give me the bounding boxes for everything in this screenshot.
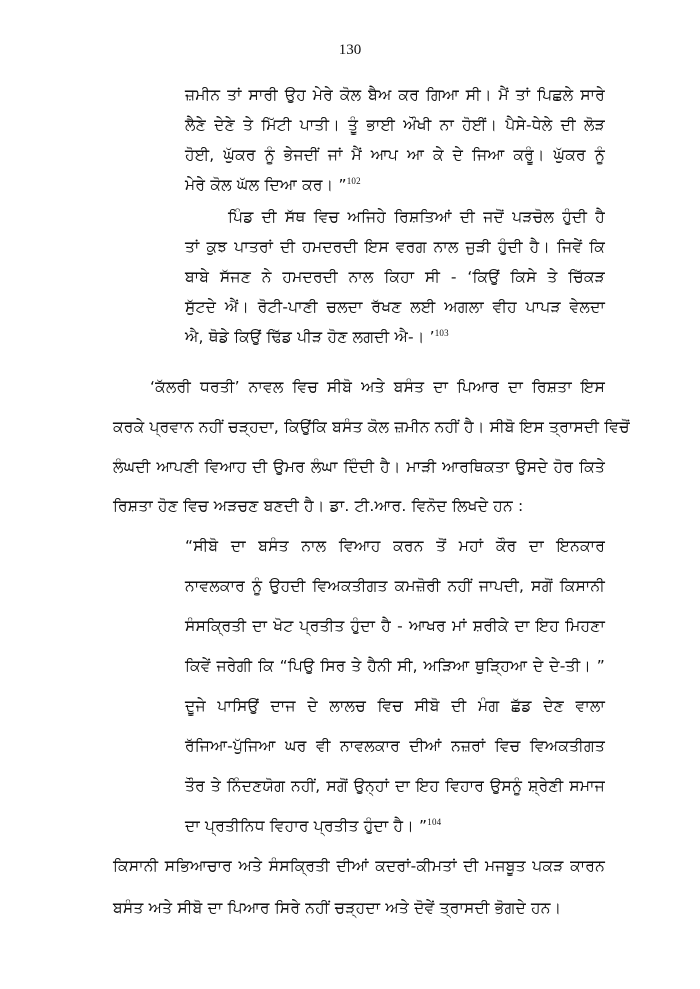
footnote-marker: 104 xyxy=(427,817,442,827)
text-line: ਲੰਘਦੀ ਆਪਣੀ ਵਿਆਹ ਦੀ ਉਮਰ ਲੰਘਾ ਦਿੰਦੀ ਹੈ। ਮਾੜੀ ਆਰਥਿਕਤਾ ਉਸਦੇ ਹੋਰ ਕਿਤੇ xyxy=(113,458,605,476)
text-line xyxy=(185,817,605,836)
text-line: ‘ਕੱਲਰੀ ਧਰਤੀ’ ਨਾਵਲ ਵਿਚ ਸੀਬੋ ਅਤੇ ਬਸੰਤ ਦਾ ਪਿਆਰ ਦਾ ਰਿਸ਼ਤਾ ਇਸ xyxy=(150,378,605,396)
text-line: ਪਿੰਡ ਦੀ ਸੱਥ ਵਿਚ ਅਜਿਹੇ ਰਿਸ਼ਤਿਆਂ ਦੀ ਜਦੋਂ ਪੜਚੋਲ ਹੁੰਦੀ ਹੈ xyxy=(228,208,605,226)
text-line-content: ਐ, ਥੋਡੇ ਕਿਉਂ ਢਿੱਡ ਪੀੜ ਹੋਣ ਲਗਦੀ ਐ-। ’ xyxy=(185,328,435,346)
text-line: ਨਾਵਲਕਾਰ ਨੂੰ ਉਹਦੀ ਵਿਅਕਤੀਗਤ ਕਮਜ਼ੋਰੀ ਨਹੀਂ ਜਾਪਦੀ, ਸਗੋਂ ਕਿਸਾਨੀ xyxy=(185,577,605,595)
text-line: ਜ਼ਮੀਨ ਤਾਂ ਸਾਰੀ ਉਹ ਮੇਰੇ ਕੋਲ ਬੈਅ ਕਰ ਗਿਆ ਸੀ। ਮੈਂ ਤਾਂ ਪਿਛਲੇ ਸਾਰੇ xyxy=(185,86,605,104)
text-line: ਲੈਣੇ ਦੇਣੇ ਤੇ ਮਿੱਟੀ ਪਾਤੀ। ਤੂੰ ਭਾਈ ਔਖੀ ਨਾ ਹੋਈਂ। ਪੈਸੇ-ਧੇਲੇ ਦੀ ਲੋੜ xyxy=(185,116,605,134)
text-line: ਦੂਜੇ ਪਾਸਿਉਂ ਦਾਜ ਦੇ ਲਾਲਚ ਵਿਚ ਸੀਬੋ ਦੀ ਮੰਗ ਛੱਡ ਦੇਣ ਵਾਲਾ xyxy=(185,697,605,715)
footnote-marker: 102 xyxy=(346,176,361,186)
text-line xyxy=(185,328,605,347)
page-number: 130 xyxy=(338,42,362,58)
text-line: ਰਿਸ਼ਤਾ ਹੋਣ ਵਿਚ ਅੜਚਣ ਬਣਦੀ ਹੈ। ਡਾ. ਟੀ.ਆਰ. ਵਿਨੋਦ ਲਿਖਦੇ ਹਨ : xyxy=(113,497,524,515)
text-line: “ਸੀਬੋ ਦਾ ਬਸੰਤ ਨਾਲ ਵਿਆਹ ਕਰਨ ਤੋਂ ਮਹਾਂ ਕੌਰ ਦਾ ਇਨਕਾਰ xyxy=(185,537,605,555)
text-line: ਕਿਸਾਨੀ ਸਭਿਆਚਾਰ ਅਤੇ ਸੰਸਕ੍ਰਿਤੀ ਦੀਆਂ ਕਦਰਾਂ-ਕੀਮਤਾਂ ਦੀ ਮਜਬੂਤ ਪਕੜ ਕਾਰਨ xyxy=(113,857,605,875)
text-line: ਰੱਜਿਆ-ਪੁੱਜਿਆ ਘਰ ਵੀ ਨਾਵਲਕਾਰ ਦੀਆਂ ਨਜ਼ਰਾਂ ਵਿਚ ਵਿਅਕਤੀਗਤ xyxy=(185,737,605,755)
text-line: ਸੁੱਟਦੇ ਐਂ। ਰੋਟੀ-ਪਾਣੀ ਚਲਦਾ ਰੱਖਣ ਲਈ ਅਗਲਾ ਵੀਹ ਪਾਪੜ ਵੇਲਦਾ xyxy=(185,298,605,316)
text-line: ਕਿਵੇਂ ਜਰੇਗੀ ਕਿ “ਪਿਉ ਸਿਰ ਤੇ ਹੈਨੀ ਸੀ, ਅੜਿਆ ਥੁੜ੍ਹਿਆ ਦੇ ਦੇ-ਤੀ। ” xyxy=(185,657,605,675)
text-line-content: ਦਾ ਪ੍ਰਤੀਨਿਧ ਵਿਹਾਰ ਪ੍ਰਤੀਤ ਹੁੰਦਾ ਹੈ। ” xyxy=(185,817,428,835)
text-line xyxy=(185,176,605,195)
text-line-content: ਮੇਰੇ ਕੋਲ ਘੱਲ ਦਿਆ ਕਰ। ” xyxy=(185,176,347,194)
text-line: ਤਾਂ ਕੁਝ ਪਾਤਰਾਂ ਦੀ ਹਮਦਰਦੀ ਇਸ ਵਰਗ ਨਾਲ ਜੁੜੀ ਹੁੰਦੀ ਹੈ। ਜਿਵੇਂ ਕਿ xyxy=(185,238,605,256)
footnote-marker: 103 xyxy=(434,328,449,338)
text-line: ਕਰਕੇ ਪ੍ਰਵਾਨ ਨਹੀਂ ਚੜ੍ਹਦਾ, ਕਿਉਂਕਿ ਬਸੰਤ ਕੋਲ ਜ਼ਮੀਨ ਨਹੀਂ ਹੈ। ਸੀਬੋ ਇਸ ਤ੍ਰਾਸਦੀ ਵਿਚੋਂ xyxy=(113,418,630,436)
text-line: ਤੌਰ ਤੇ ਨਿੰਦਣਯੋਗ ਨਹੀਂ, ਸਗੋਂ ਉਨ੍ਹਾਂ ਦਾ ਇਹ ਵਿਹਾਰ ਉਸਨੂੰ ਸ਼੍ਰੇਣੀ ਸਮਾਜ xyxy=(185,777,605,795)
text-line: ਬਸੰਤ ਅਤੇ ਸੀਬੋ ਦਾ ਪਿਆਰ ਸਿਰੇ ਨਹੀਂ ਚੜ੍ਹਦਾ ਅਤੇ ਦੋਵੇਂ ਤ੍ਰਾਸਦੀ ਭੋਗਦੇ ਹਨ। xyxy=(113,899,562,917)
text-line: ਹੋਈ, ਘੁੱਕਰ ਨੂੰ ਭੇਜਦੀਂ ਜਾਂ ਮੈਂ ਆਪ ਆ ਕੇ ਦੇ ਜਿਆ ਕਰੂੰ। ਘੁੱਕਰ ਨੂੰ xyxy=(185,146,605,164)
text-line: ਸੰਸਕ੍ਰਿਤੀ ਦਾ ਖੋਟ ਪ੍ਰਤੀਤ ਹੁੰਦਾ ਹੈ - ਆਖਰ ਮਾਂ ਸ਼ਰੀਕੇ ਦਾ ਇਹ ਮਿਹਣਾ xyxy=(185,617,605,635)
text-line: ਬਾਬੇ ਸੱਜਣ ਨੇ ਹਮਦਰਦੀ ਨਾਲ ਕਿਹਾ ਸੀ - ‘ਕਿਉਂ ਕਿਸੇ ਤੇ ਚਿੱਕੜ xyxy=(185,268,605,286)
